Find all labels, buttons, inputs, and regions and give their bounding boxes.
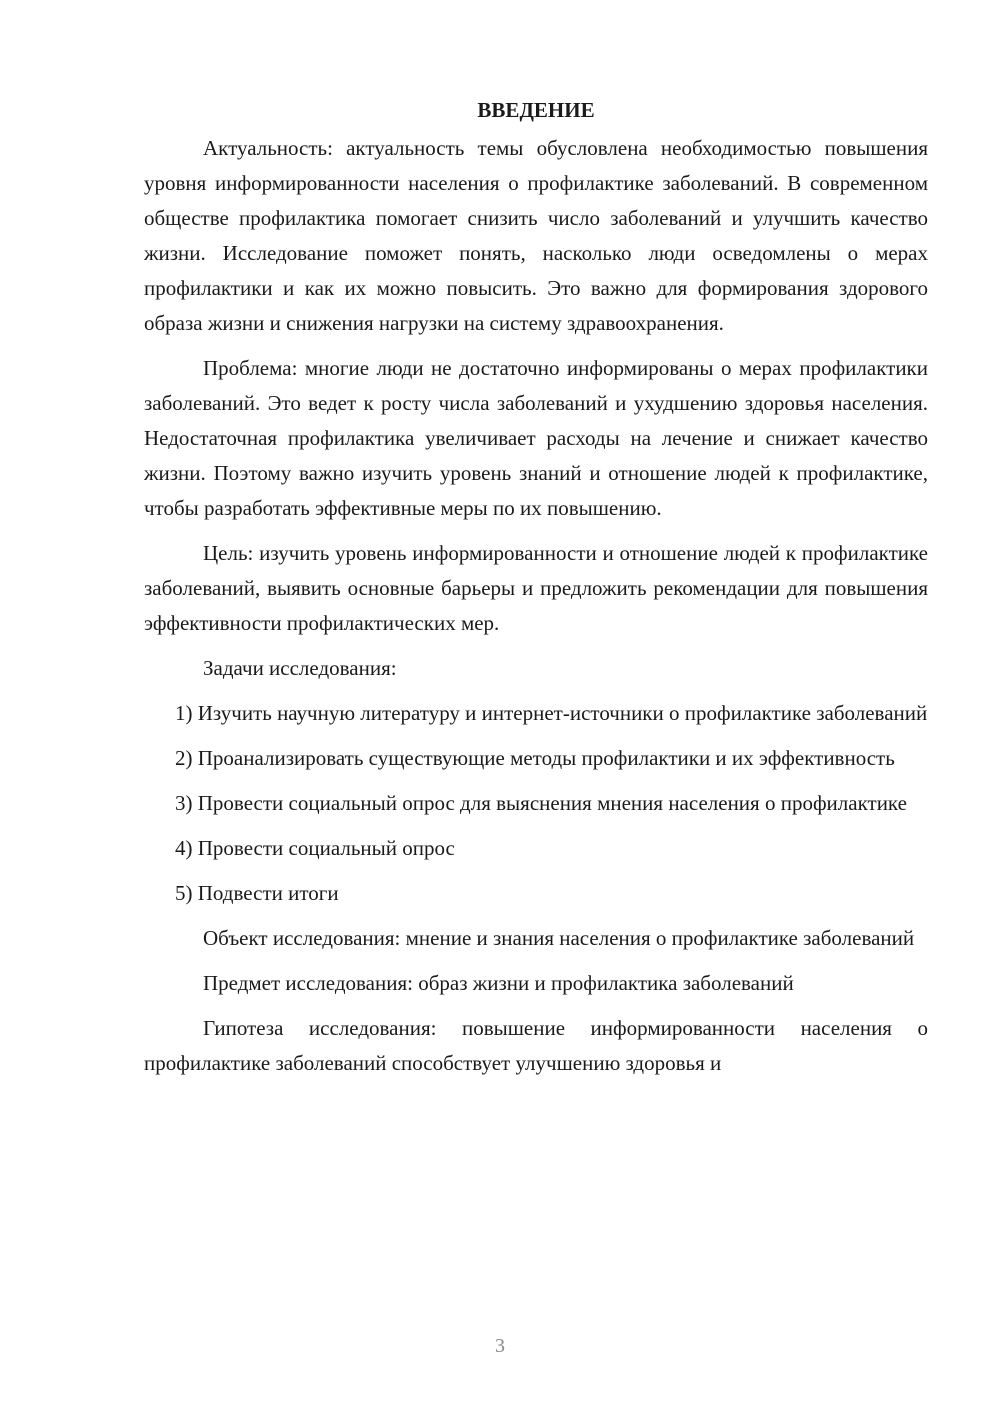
- paragraph-problem: Проблема: многие люди не достаточно информированы о мерах профилактики заболеваний. Это ведет к росту числа заболеваний и ухудшению здоровья населения. Недостаточная профилактика увеличивает расходы на лечение и снижает качество жизни. Поэтому важно изучить уровень знаний и отношение людей к профилактике, чтобы разработать эффективные меры по их повышению.: [144, 356, 928, 520]
- paragraph-relevance: Актуальность: актуальность темы обусловлена необходимостью повышения уровня информированности населения о профилактике заболеваний. В современном обществе профилактика помогает снизить число заболеваний и улучшить качество жизни. Исследование поможет понять, насколько люди осведомлены о мерах профилактики и как их можно повысить. Это важно для формирования здорового образа жизни и снижения нагрузки на систему здравоохранения.: [144, 136, 928, 335]
- paragraph-subject: Предмет исследования: образ жизни и профилактика заболеваний: [203, 971, 794, 995]
- task-item-3: 3) Провести социальный опрос для выяснения мнения населения о профилактике: [175, 791, 907, 815]
- paragraph-object: Объект исследования: мнение и знания населения о профилактике заболеваний: [203, 926, 915, 950]
- section-title: ВВЕДЕНИЕ: [477, 98, 595, 122]
- paragraph-goal: Цель: изучить уровень информированности и отношение людей к профилактике заболеваний, выявить основные барьеры и предложить рекомендации для повышения эффективности профилактических мер.: [144, 541, 928, 635]
- task-item-5: 5) Подвести итоги: [175, 881, 339, 905]
- page-number: 3: [495, 1335, 505, 1357]
- paragraph-hypothesis: Гипотеза исследования: повышение информированности населения о профилактике заболеваний способствует улучшению здоровья и: [144, 1016, 928, 1075]
- task-item-4: 4) Провести социальный опрос: [175, 836, 455, 860]
- document-page: [144, 92, 928, 1081]
- task-item-2: 2) Проанализировать существующие методы профилактики и их эффективность: [175, 746, 895, 770]
- tasks-heading: Задачи исследования:: [203, 656, 397, 680]
- task-item-1: 1) Изучить научную литературу и интернет-источники о профилактике заболеваний: [175, 701, 928, 725]
